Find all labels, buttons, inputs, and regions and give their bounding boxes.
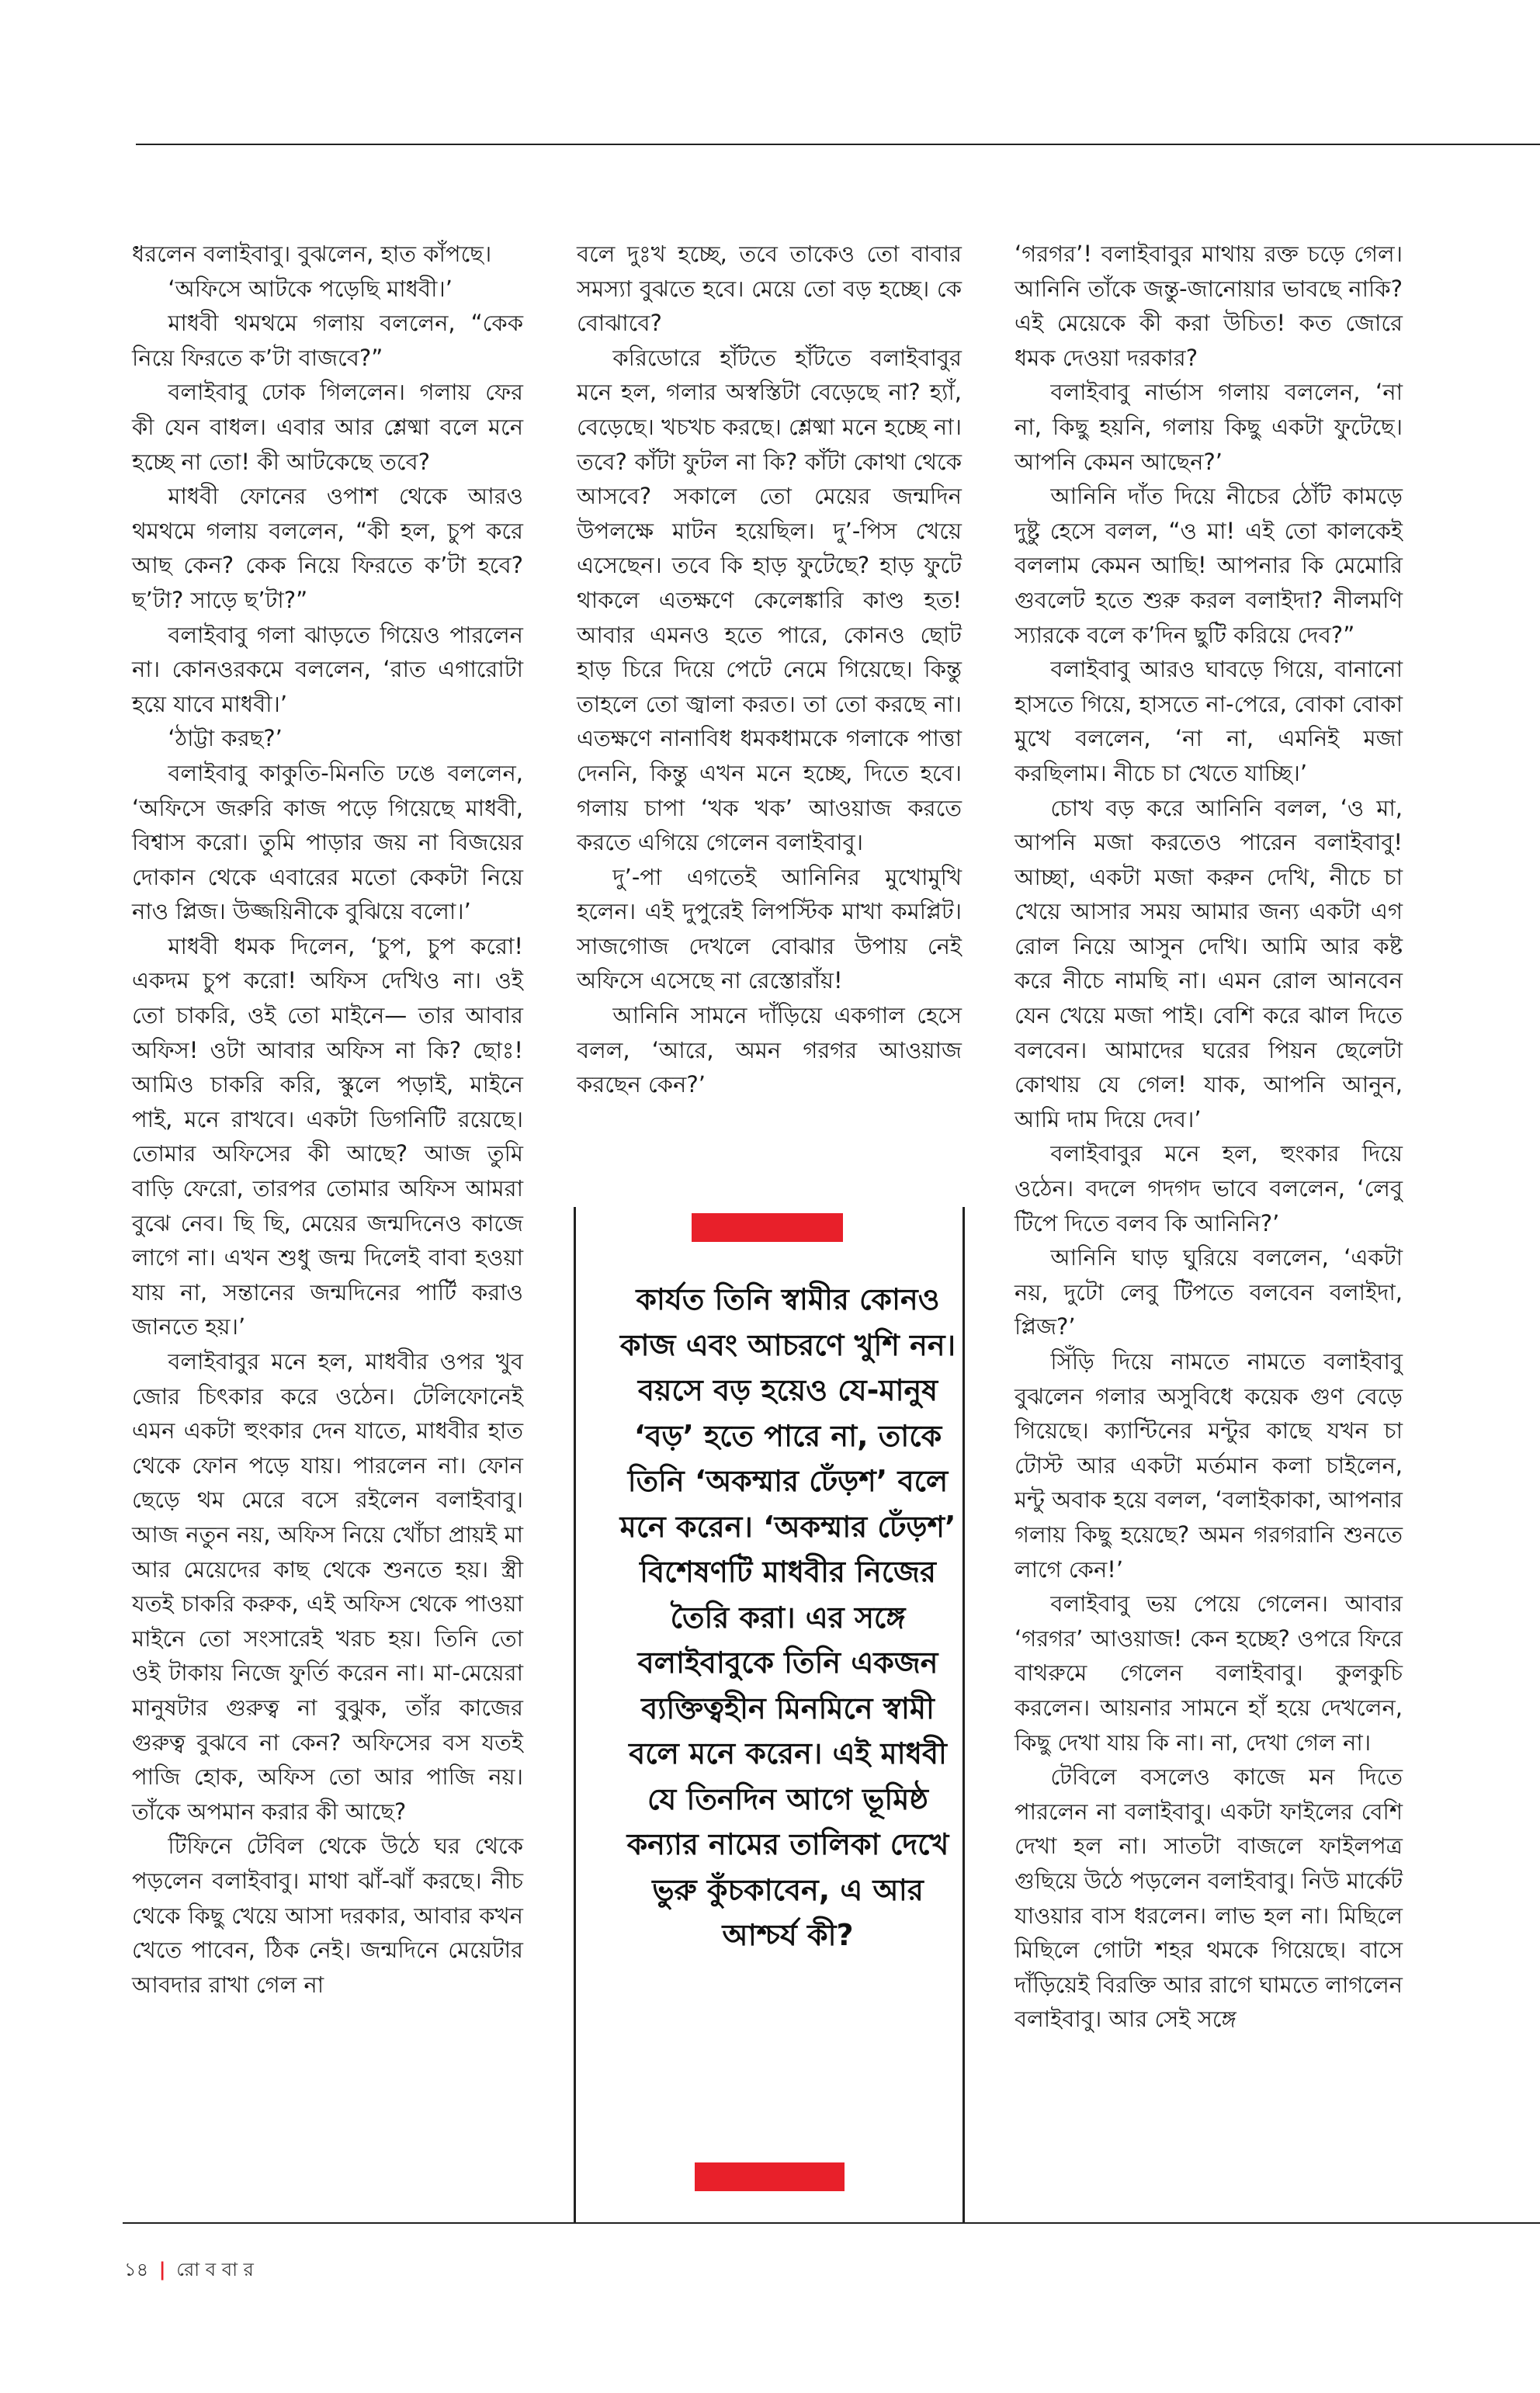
paragraph: বলাইবাবু নার্ভাস গলায় বললেন, ‘না না, কিছু হয়নি, গলায় কিছু একটা ফুটেছে। আপনি কেমন আছেন?’ xyxy=(1015,379,1403,475)
paragraph: আনিনি সামনে দাঁড়িয়ে একগাল হেসে বলল, ‘আরে, অমন গরগর আওয়াজ করছেন কেন?’ xyxy=(577,1002,962,1098)
paragraph: করিডোরে হাঁটতে হাঁটতে বলাইবাবুর মনে হল, গলার অস্বস্তিটা বেড়েছে না? হ্যাঁ, বেড়েছে। খচখচ করছে। শ্লেষ্মা মনে হচ্ছে না। তবে? কাঁটা ফুটল না কি? কাঁটা কোথা থেকে আসবে? সকালে তো মেয়ের জন্মদিন উপলক্ষে মাটন হয়েছিল। দু’-পিস খেয়ে এসেছেন। তবে কি হাড় ফুটেছে? হাড় ফুটে থাকলে এতক্ষণে কেলেঙ্কারি কাণ্ড হত! আবার এমনও হতে পারে, কোনও ছোট হাড় চিরে দিয়ে পেটে নেমে গিয়েছে। কিন্তু তাহলে তো জ্বালা করত। তা তো করছে না। এতক্ষণে নানাবিধ ধমকধামকে গলাকে পাত্তা দেননি, কিন্তু এখন মনে হচ্ছে, দিতে হবে। গলায় চাপা ‘খক খক’ আওয়াজ করতে করতে এগিয়ে গেলেন বলাইবাবু। xyxy=(577,344,962,856)
paragraph: টেবিলে বসলেও কাজে মন দিতে পারলেন না বলাইবাবু। একটা ফাইলের বেশি দেখা হল না। সাতটা বাজলে ফাইলপত্র গুছিয়ে উঠে পড়লেন বলাইবাবু। নিউ মার্কেট যাওয়ার বাস ধরলেন। লাভ হল না। মিছিলে মিছিলে গোটা শহর থমকে গিয়েছে। বাসে দাঁড়িয়েই বিরক্তি আর রাগে ঘামতে লাগলেন বলাইবাবু। আর সেই সঙ্গে xyxy=(1015,1764,1403,2033)
article-column-1 xyxy=(132,237,523,2002)
page-number: ১৪ xyxy=(124,2259,149,2280)
paragraph: ‘ঠাট্টা করছ?’ xyxy=(168,725,283,752)
top-rule xyxy=(136,144,1540,145)
folio-separator: | xyxy=(158,2259,166,2280)
paragraph: ধরলেন বলাইবাবু। বুঝলেন, হাত কাঁপছে। xyxy=(132,241,492,267)
pull-quote-top-bar xyxy=(692,1213,843,1242)
paragraph: বলাইবাবুর মনে হল, মাধবীর ওপর খুব জোর চিৎকার করে ওঠেন। টেলিফোনেই এমন একটা হুংকার দেন যাতে, মাধবীর হাত থেকে ফোন পড়ে যায়। পারলেন না। ফোন ছেড়ে থম মেরে বসে রইলেন বলাইবাবু। আজ নতুন নয়, অফিস নিয়ে খোঁচা প্রায়ই মা আর মেয়েদের কাছ থেকে শুনতে হয়। স্ত্রী যতই চাকরি করুক, এই অফিস থেকে পাওয়া মাইনে তো সংসারেই খরচ হয়। তিনি তো ওই টাকায় নিজে ফুর্তি করেন না। মা-মেয়েরা মানুষটার গুরুত্ব না বুঝুক, তাঁর কাজের গুরুত্ব বুঝবে না কেন? অফিসের বস যতই পাজি হোক, অফিস তো আর পাজি নয়। তাঁকে অপমান করার কী আছে? xyxy=(132,1348,523,1825)
article-column-3 xyxy=(1015,237,1403,2037)
column-divider-left xyxy=(574,1207,576,2222)
paragraph: বলাইবাবু ঢোক গিললেন। গলায় ফের কী যেন বাধল। এবার আর শ্লেষ্মা বলে মনে হচ্ছে না তো! কী আটকেছে তবে? xyxy=(132,379,523,475)
paragraph: ‘অফিসে আটকে পড়েছি মাধবী।’ xyxy=(168,275,453,302)
magazine-name: রো ব বা র xyxy=(176,2259,254,2280)
paragraph: আনিনি ঘাড় ঘুরিয়ে বললেন, ‘একটা নয়, দুটো লেবু টিপতে বলবেন বলাইদা, প্লিজ?’ xyxy=(1015,1244,1403,1340)
paragraph: বলাইবাবু কাকুতি-মিনতি ঢঙে বললেন, ‘অফিসে জরুরি কাজ পড়ে গিয়েছে মাধবী, বিশ্বাস করো। তুমি পাড়ার জয় না বিজয়ের দোকান থেকে এবারের মতো কেকটা নিয়ে নাও প্লিজ। উজ্জয়িনীকে বুঝিয়ে বলো।’ xyxy=(132,759,523,925)
paragraph: মাধবী ধমক দিলেন, ‘চুপ, চুপ করো! একদম চুপ করো! অফিস দেখিও না। ওই তো চাকরি, ওই তো মাইনে— তার আবার অফিস! ওটা আবার অফিস না কি? ছোঃ! আমিও চাকরি করি, স্কুলে পড়াই, মাইনে পাই, মনে রাখবে। একটা ডিগনিটি রয়েছে। তোমার অফিসের কী আছে? আজ তুমি বাড়ি ফেরো, তারপর তোমার অফিস আমরা বুঝে নেব। ছি ছি, মেয়ের জন্মদিনেও কাজে লাগে না। এখন শুধু জন্ম দিলেই বাবা হওয়া যায় না, সন্তানের জন্মদিনের পার্টি করাও জানতে হয়।’ xyxy=(132,932,523,1340)
paragraph: দু’-পা এগতেই আনিনির মুখোমুখি হলেন। এই দুপুরেই লিপস্টিক মাখা কমপ্লিট। সাজগোজ দেখলে বোঝার উপায় নেই অফিসে এসেছে না রেস্তোরাঁয়! xyxy=(577,863,962,994)
paragraph: বলাইবাবু ভয় পেয়ে গেলেন। আবার ‘গরগর’ আওয়াজ! কেন হচ্ছে? ওপরে ফিরে বাথরুমে গেলেন বলাইবাবু। কুলকুচি করলেন। আয়নার সামনে হাঁ হয়ে দেখলেন, কিছু দেখা যায় কি না। না, দেখা গেল না। xyxy=(1015,1590,1403,1756)
paragraph: মাধবী থমথমে গলায় বললেন, “কেক নিয়ে ফিরতে ক’টা বাজবে?” xyxy=(132,310,523,371)
bottom-rule xyxy=(123,2222,1540,2224)
paragraph: বলাইবাবু আরও ঘাবড়ে গিয়ে, বানানো হাসতে গিয়ে, হাসতে না-পেরে, বোকা বোকা মুখে বললেন, ‘না না, এমনিই মজা করছিলাম। নীচে চা খেতে যাচ্ছি।’ xyxy=(1015,656,1403,786)
paragraph: সিঁড়ি দিয়ে নামতে নামতে বলাইবাবু বুঝলেন গলার অসুবিধে কয়েক গুণ বেড়ে গিয়েছে। ক্যান্টিনের মন্টুর কাছে যখন চা টোস্ট আর একটা মর্তমান কলা চাইলেন, মন্টু অবাক হয়ে বলল, ‘বলাইকাকা, আপনার গলায় কিছু হয়েছে? অমন গরগরানি শুনতে লাগে কেন!’ xyxy=(1015,1348,1403,1583)
paragraph: ‘গরগর’! বলাইবাবুর মাথায় রক্ত চড়ে গেল। আনিনি তাঁকে জন্তু-জানোয়ার ভাবছে নাকি? এই মেয়েকে কী করা উচিত! কত জোরে ধমক দেওয়া দরকার? xyxy=(1015,241,1403,371)
page-folio xyxy=(124,2256,254,2287)
pull-quote-bottom-bar xyxy=(695,2162,845,2191)
column-divider-right xyxy=(962,1207,965,2222)
paragraph: টিফিনে টেবিল থেকে উঠে ঘর থেকে পড়লেন বলাইবাবু। মাথা ঝাঁ-ঝাঁ করছে। নীচ থেকে কিছু খেয়ে আসা দরকার, আবার কখন খেতে পাবেন, ঠিক নেই। জন্মদিনে মেয়েটার আবদার রাখা গেল না xyxy=(132,1833,523,1998)
paragraph: মাধবী ফোনের ওপাশ থেকে আরও থমথমে গলায় বললেন, “কী হল, চুপ করে আছ কেন? কেক নিয়ে ফিরতে ক’টা হবে? ছ’টা? সাড়ে ছ’টা?” xyxy=(132,483,523,613)
paragraph: আনিনি দাঁত দিয়ে নীচের ঠোঁট কামড়ে দুষ্টু হেসে বলল, “ও মা! এই তো কালকেই বললাম কেমন আছি! আপনার কি মেমোরি গুবলেট হতে শুরু করল বলাইদা? নীলমণি স্যারকে বলে ক’দিন ছুটি করিয়ে দেব?” xyxy=(1015,483,1403,648)
paragraph: বলে দুঃখ হচ্ছে, তবে তাকেও তো বাবার সমস্যা বুঝতে হবে। মেয়ে তো বড় হচ্ছে। কে বোঝাবে? xyxy=(577,241,962,337)
paragraph: বলাইবাবু গলা ঝাড়তে গিয়েও পারলেন না। কোনওরকমে বললেন, ‘রাত এগারোটা হয়ে যাবে মাধবী।’ xyxy=(132,621,523,717)
paragraph: বলাইবাবুর মনে হল, হুংকার দিয়ে ওঠেন। বদলে গদগদ ভাবে বললেন, ‘লেবু টিপে দিতে বলব কি আনিনি?’ xyxy=(1015,1140,1403,1236)
pull-quote: কার্যত তিনি স্বামীর কোনও কাজ এবং আচরণে খুশি নন। বয়সে বড় হয়েও যে-মানুষ ‘বড়’ হতে পারে না, তাকে তিনি ‘অকম্মার ঢেঁড়শ’ বলে মনে করেন। ‘অকম্মার ঢেঁড়শ’ বিশেষণটি মাধবীর নিজের তৈরি করা। এর সঙ্গে বলাইবাবুকে তিনি একজন ব্যক্তিত্বহীন মিনমিনে স্বামী বলে মনে করেন। এই মাধবী যে তিনদিন আগে ভূমিষ্ঠ কন্যার নামের তালিকা দেখে ভুরু কুঁচকাবেন, এ আর আশ্চর্য কী? xyxy=(619,1282,956,1952)
article-column-2 xyxy=(577,237,962,1102)
paragraph: চোখ বড় করে আনিনি বলল, ‘ও মা, আপনি মজা করতেও পারেন বলাইবাবু! আচ্ছা, একটা মজা করুন দেখি, নীচে চা খেয়ে আসার সময় আমার জন্য একটা এগ রোল নিয়ে আসুন দেখি। আমি আর কষ্ট করে নীচে নামছি না। এমন রোল আনবেন যেন খেয়ে মজা পাই। বেশি করে ঝাল দিতে বলবেন। আমাদের ঘরের পিয়ন ছেলেটা কোথায় যে গেল! যাক, আপনি আনুন, আমি দাম দিয়ে দেব।’ xyxy=(1015,794,1403,1132)
